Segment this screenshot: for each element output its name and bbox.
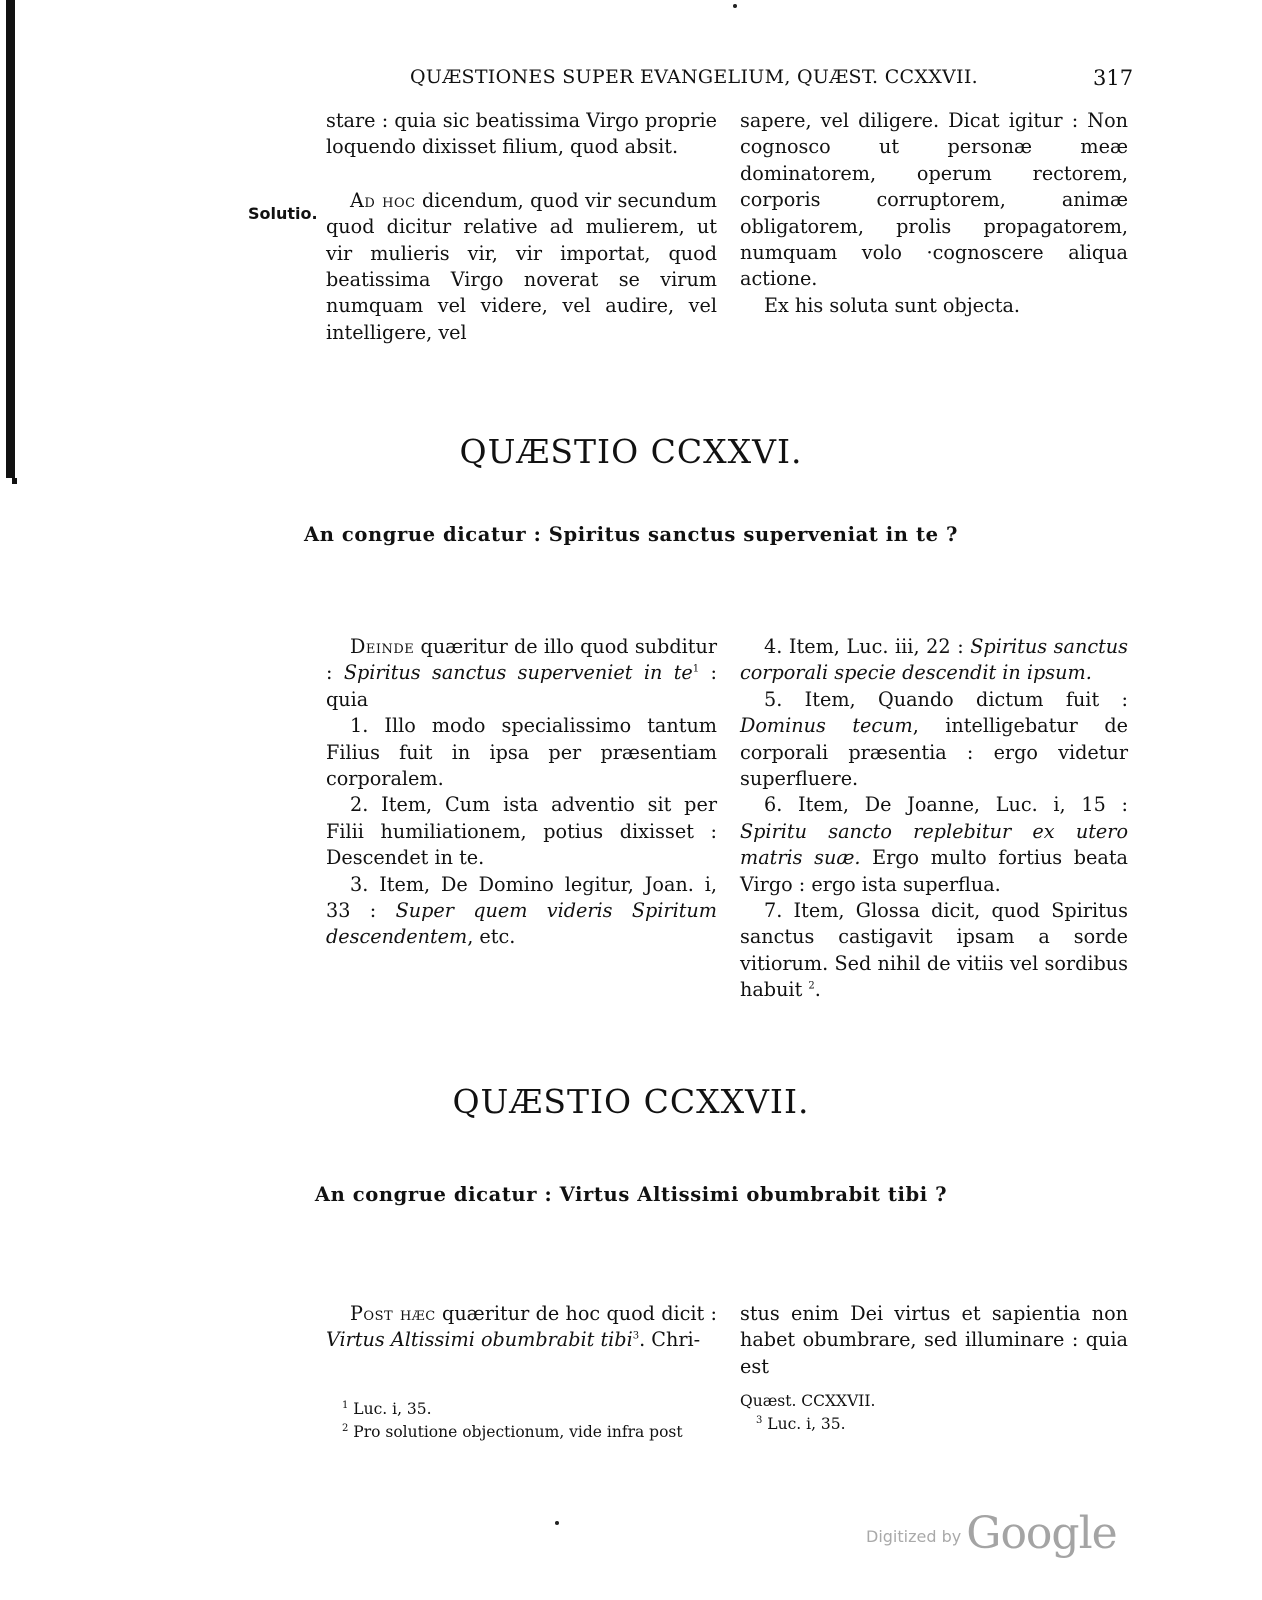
footnote-ref: 3 <box>632 1331 640 1343</box>
digitized-watermark <box>866 1508 1117 1559</box>
text: 3. Item, De Domino legitur, Joan. i, 33 : <box>326 872 717 923</box>
footnote-text: Luc. i, 35. <box>348 1400 432 1418</box>
objection-item: 2. Item, Cum ista adventio sit per Filii humiliationem, potius dixisset : Descendet in te. <box>326 793 717 870</box>
footnotes-left <box>342 1398 732 1444</box>
text: Ergo multo fortius beata Virgo : ergo ista superflua. <box>740 846 1128 896</box>
text: 4. Item, Luc. iii, 22 : <box>764 635 971 658</box>
footnote-ref: 1 <box>692 664 700 676</box>
text: 6. Item, De Joanne, Luc. i, 15 : <box>764 793 1128 817</box>
footnote <box>342 1421 732 1444</box>
text: : quia <box>326 661 717 711</box>
footnote-mark: 3 <box>756 1414 763 1426</box>
lead-words: Deinde <box>350 635 415 658</box>
paragraph-text: dicendum, quod vir secundum quod dicitur relative ad mulierem, ut vir mulieris vir, vir importat, quod beatissima Virgo noverat se virum numquam vel videre, vel audire, vel intelligere, vel <box>326 188 717 344</box>
intro-paragraph <box>326 1301 717 1354</box>
top-right-column <box>740 108 1128 319</box>
marginal-label: Solutio. <box>248 204 318 223</box>
watermark-small-text: Digitized by <box>866 1527 962 1546</box>
google-logo: Google <box>966 1508 1117 1559</box>
footnote-mark: 1 <box>342 1399 349 1411</box>
text: 5. Item, Quando dictum fuit : <box>764 687 1128 711</box>
footnote-mark: 2 <box>342 1422 349 1434</box>
objection-item <box>740 634 1128 687</box>
scripture-quote: Super quem videris Spiritum descendentem <box>326 899 717 949</box>
footnote <box>342 1398 732 1421</box>
solutio-paragraph <box>326 188 717 346</box>
scripture-quote: Dominus tecum <box>740 714 913 738</box>
paragraph: stare : quia sic beatissima Virgo proprie loquendo dixisset filium, quod absit. <box>326 109 717 159</box>
footnote <box>740 1413 1128 1436</box>
paragraph: stus enim Dei virtus et sapientia non habet obumbrare, sed illuminare : quia est <box>740 1302 1128 1378</box>
q227-left-column <box>326 1301 717 1354</box>
text: , intelligebatur de corporali præsentia : ergo videtur superfluere. <box>740 714 1128 791</box>
question-title: QUÆSTIO CCXXVI. <box>459 432 803 471</box>
text: . <box>814 978 821 1002</box>
scan-speck <box>555 1521 559 1525</box>
objection-item <box>740 687 1128 793</box>
page-number: 317 <box>1093 66 1134 90</box>
scan-edge-shadow <box>6 0 15 478</box>
intro-paragraph <box>326 634 717 713</box>
text: . Chri- <box>639 1328 701 1352</box>
objection-item <box>326 872 717 951</box>
footnote-text: Pro solutione objectionum, vide infra post <box>348 1423 683 1441</box>
paragraph: Ex his soluta sunt objecta. <box>764 293 1021 317</box>
footnotes-right <box>740 1390 1128 1436</box>
question-subtitle: An congrue dicatur : Spiritus sanctus superveniat in te ? <box>303 523 959 546</box>
scan-edge-shadow-tail <box>12 478 17 484</box>
q227-right-column <box>740 1301 1128 1380</box>
footnote-continuation: Quæst. CCXXVII. <box>740 1392 876 1410</box>
objection-item <box>740 898 1128 1004</box>
question-title: QUÆSTIO CCXXVII. <box>452 1082 810 1121</box>
text: quæritur de illo quod subditur : <box>326 635 717 685</box>
lead-words: Ad hoc <box>350 188 416 212</box>
scripture-quote: Spiritus sanctus superveniet in te <box>343 661 693 685</box>
objection-item: 1. Illo modo specialissimo tantum Filius fuit in ipsa per præsentiam corporalem. <box>326 714 717 791</box>
objection-item <box>740 792 1128 898</box>
q226-left-column <box>326 634 717 951</box>
running-title: QUÆSTIONES SUPER EVANGELIUM, QUÆST. CCXXVII. <box>410 66 979 88</box>
text: quæritur de hoc quod dicit : <box>435 1302 717 1325</box>
paragraph: sapere, vel diligere. Dicat igitur : Non cognosco ut personæ meæ dominatorem, operum rectorem, corporis corruptorem, animæ obligatorem, prolis propagatorem, numquam volo ·cognoscere aliqua actione. <box>740 109 1128 291</box>
lead-words: Post hæc <box>350 1302 436 1325</box>
footnote-ref: 2 <box>808 980 815 992</box>
q226-right-column <box>740 634 1128 1004</box>
question-subtitle: An congrue dicatur : Virtus Altissimi obumbrabit tibi ? <box>314 1183 948 1206</box>
scripture-quote: Virtus Altissimi obumbrabit tibi <box>326 1328 633 1352</box>
scripture-quote: Spiritus sanctus corporali specie descendit in ipsum. <box>740 635 1128 685</box>
text: , etc. <box>467 925 516 949</box>
footnote-text: Luc. i, 35. <box>762 1415 846 1433</box>
text: 7. Item, Glossa dicit, quod Spiritus sanctus castigavit ipsam a sorde vitiorum. Sed nihil de vitiis vel sordibus habuit <box>740 899 1128 1002</box>
scan-speck <box>733 4 737 8</box>
scripture-quote: Spiritu sancto replebitur ex utero matris suæ. <box>740 819 1128 870</box>
top-left-column <box>326 108 717 346</box>
